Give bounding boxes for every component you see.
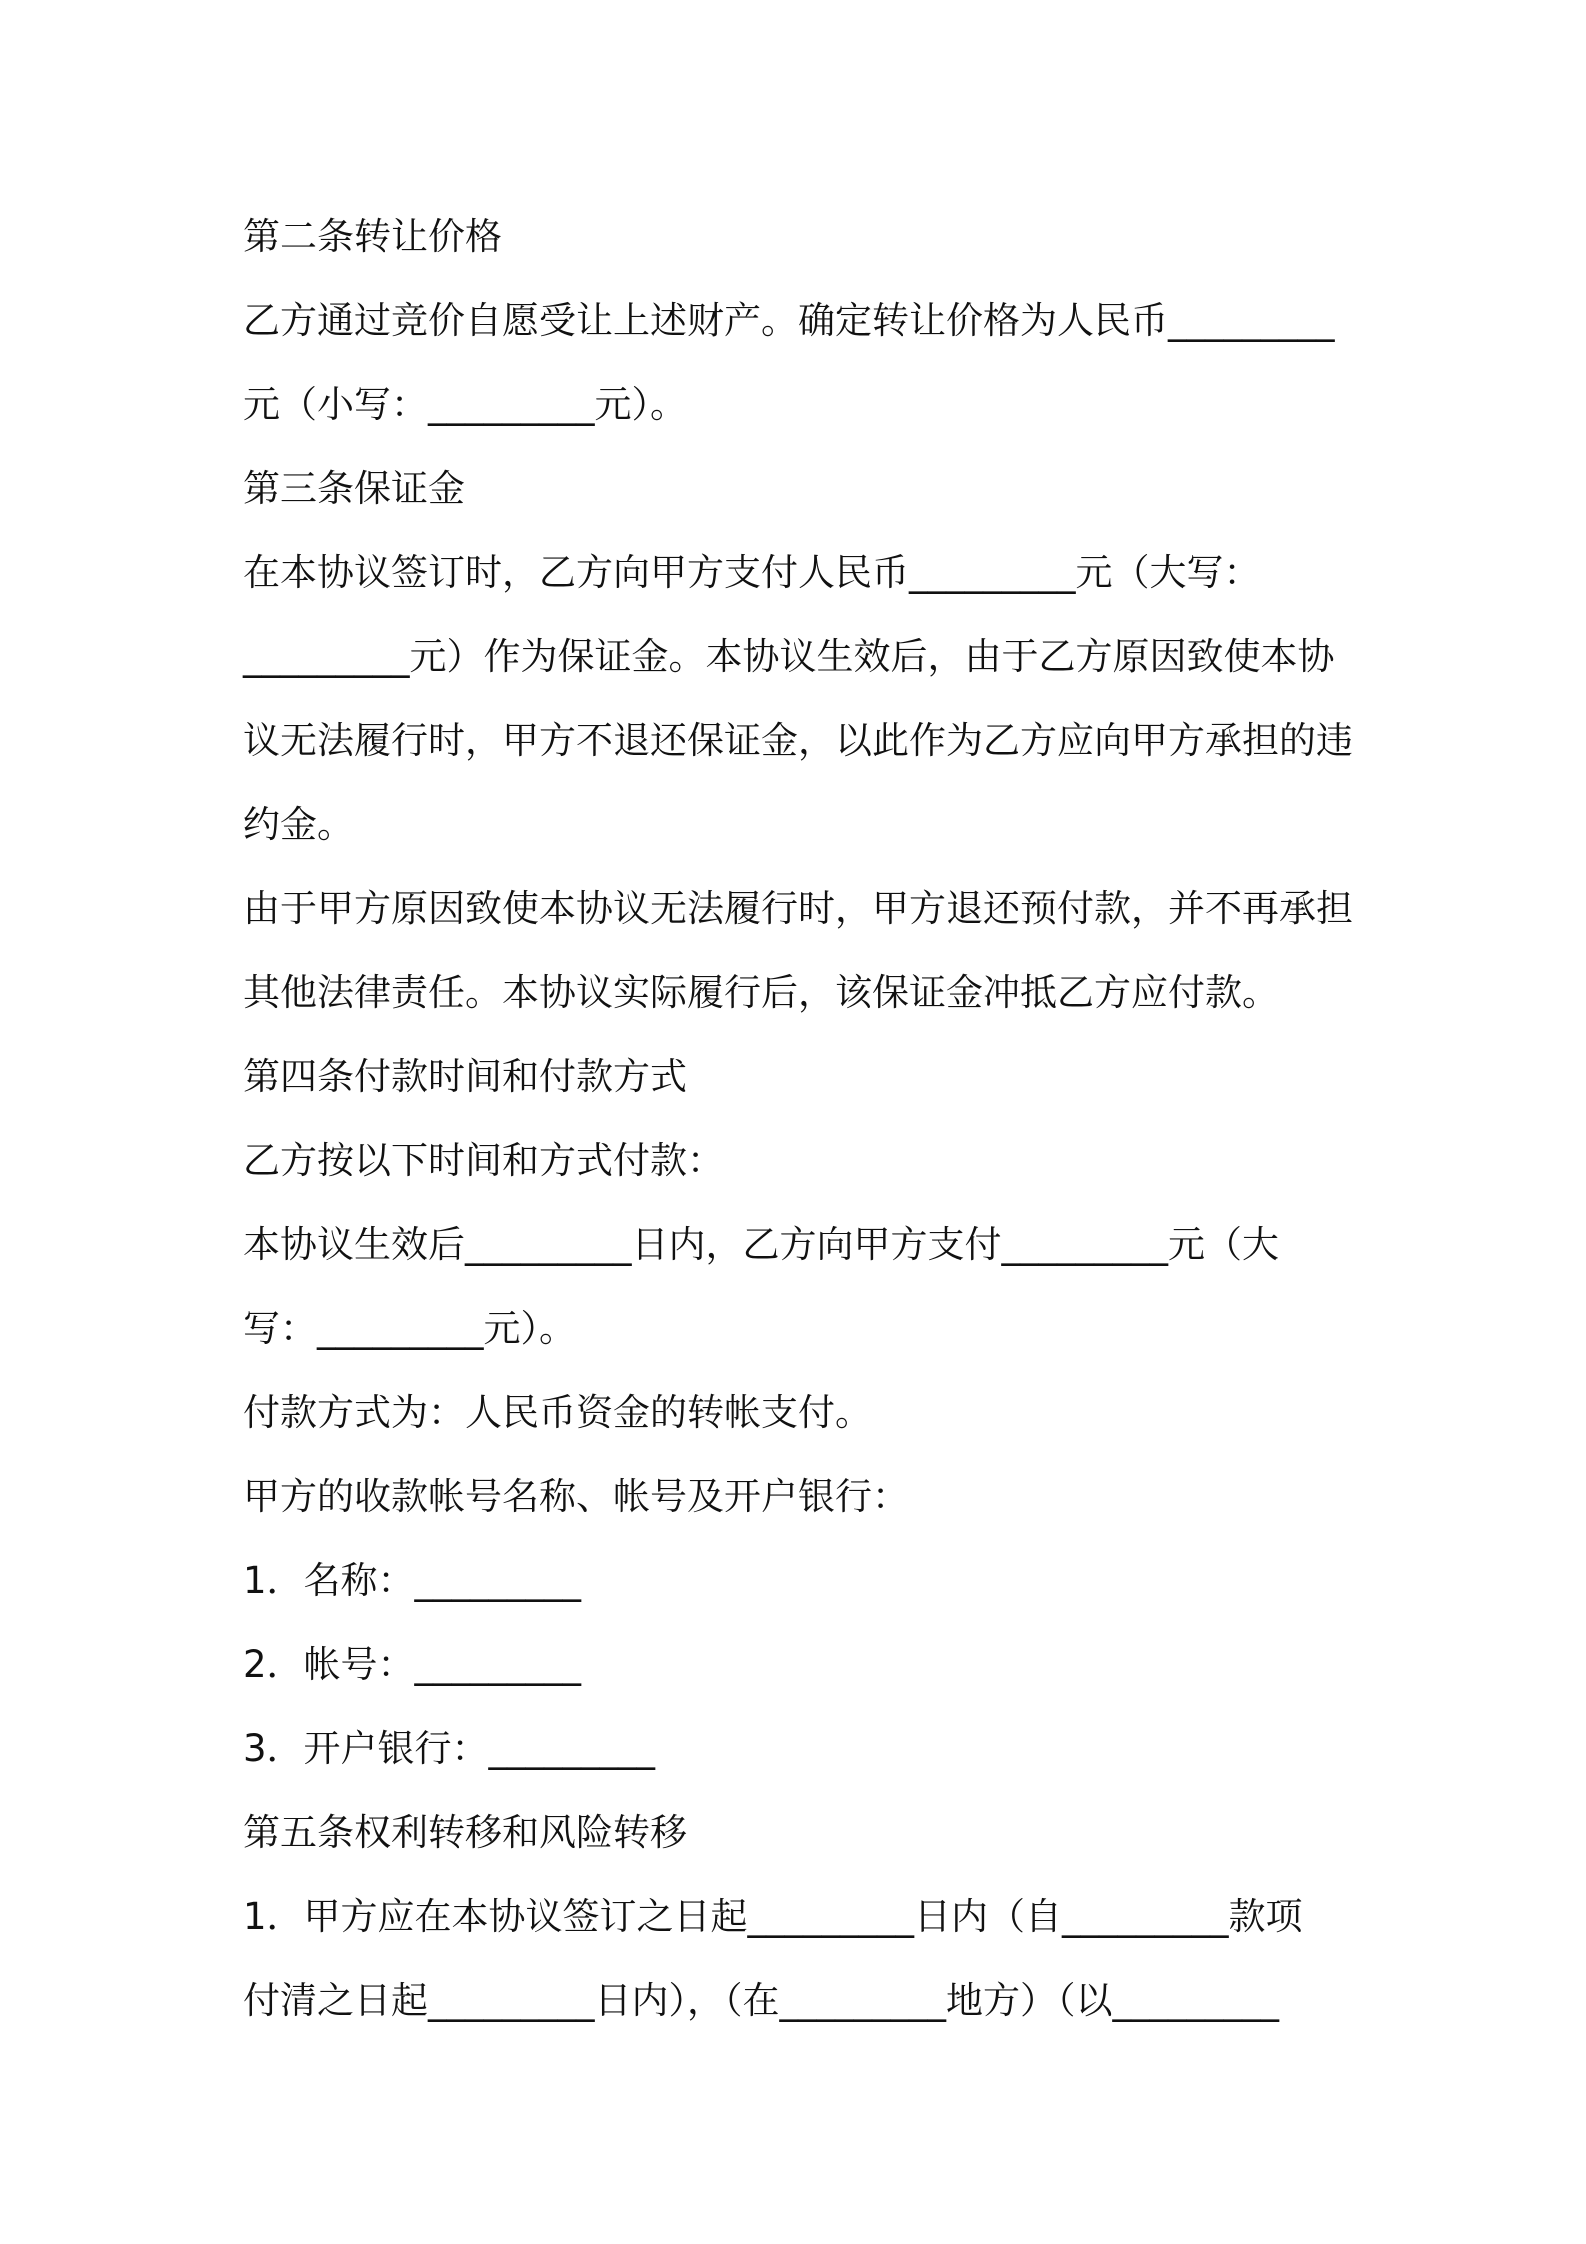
paragraph-line: 元（小写：_________元）。 xyxy=(243,383,687,426)
paragraph-line: 付清之日起_________日内），（在_________地方）（以_________ xyxy=(243,1979,1279,2022)
article-4-heading: 第四条付款时间和付款方式 xyxy=(243,1055,687,1098)
list-item-name: 1．名称：_________ xyxy=(243,1559,582,1602)
paragraph-line: _________元）作为保证金。本协议生效后，由于乙方原因致使本协 xyxy=(243,635,1335,678)
paragraph-line: 付款方式为：人民币资金的转帐支付。 xyxy=(243,1391,872,1434)
paragraph-line: 乙方按以下时间和方式付款： xyxy=(243,1139,724,1182)
list-item-account: 2．帐号：_________ xyxy=(243,1643,582,1686)
paragraph-line: 在本协议签订时，乙方向甲方支付人民币_________元（大写： xyxy=(243,551,1261,594)
paragraph-line: 1．甲方应在本协议签订之日起_________日内（自_________款项 xyxy=(243,1895,1303,1938)
article-3-heading: 第三条保证金 xyxy=(243,467,465,510)
article-2-heading: 第二条转让价格 xyxy=(243,215,502,258)
document-body xyxy=(243,195,1363,2043)
list-item-bank: 3．开户银行：_________ xyxy=(243,1727,656,1770)
article-5-heading: 第五条权利转移和风险转移 xyxy=(243,1811,687,1854)
paragraph-line: 本协议生效后_________日内，乙方向甲方支付_________元（大 xyxy=(243,1223,1279,1266)
paragraph-line: 由于甲方原因致使本协议无法履行时，甲方退还预付款，并不再承担 xyxy=(243,887,1353,930)
paragraph-line: 写：_________元）。 xyxy=(243,1307,576,1350)
paragraph-line: 议无法履行时，甲方不退还保证金，以此作为乙方应向甲方承担的违 xyxy=(243,719,1353,762)
paragraph-line: 乙方通过竞价自愿受让上述财产。确定转让价格为人民币_________ xyxy=(243,299,1335,342)
paragraph-line: 约金。 xyxy=(243,803,354,846)
paragraph-line: 甲方的收款帐号名称、帐号及开户银行： xyxy=(243,1475,909,1518)
paragraph-line: 其他法律责任。本协议实际履行后，该保证金冲抵乙方应付款。 xyxy=(243,971,1279,1014)
